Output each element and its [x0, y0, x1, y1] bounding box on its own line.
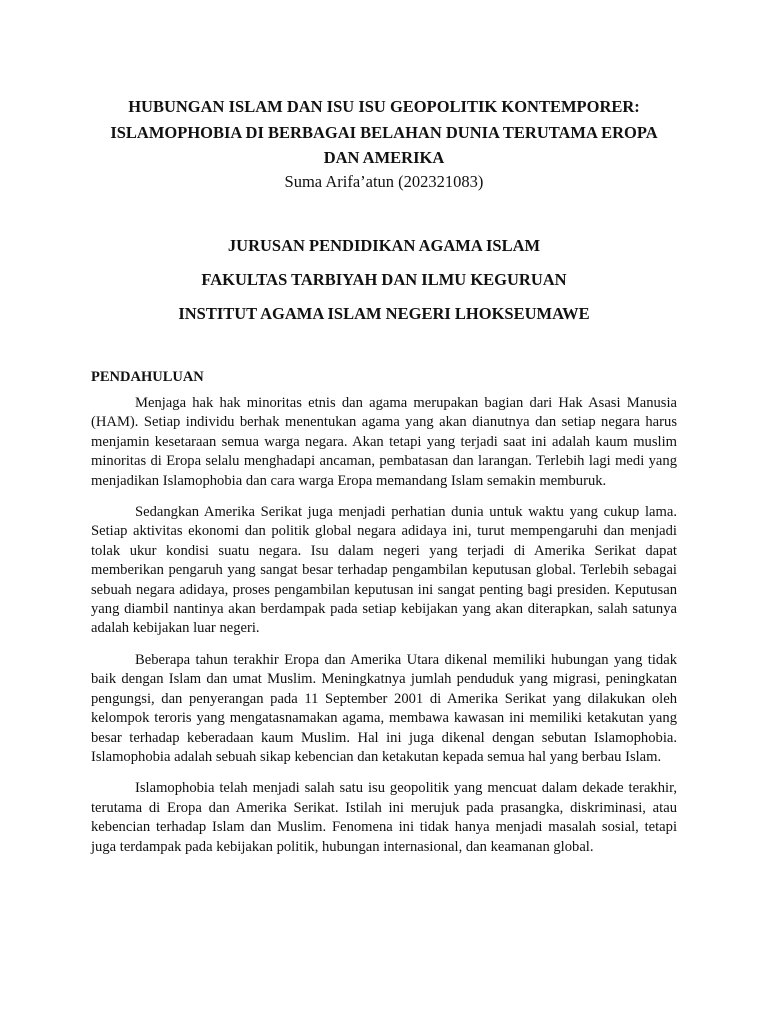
body-paragraph: Islamophobia telah menjadi salah satu isu geopolitik yang mencuat dalam dekade terakhir, terutama di Eropa dan Amerika Serikat. Istilah ini merujuk pada prasangka, diskriminasi, atau kebencian terhadap Islam dan Muslim. Fenomena ini tidak hanya menjadi masalah sosial, tetapi juga terdampak pada kebijakan politik, hubungan internasional, dan keamanan global.	[91, 780, 677, 855]
body-paragraph: Menjaga hak hak minoritas etnis dan agama merupakan bagian dari Hak Asasi Manusia (HAM). Setiap individu berhak menentukan agama yang akan dianutnya dan setiap negara harus menjamin kesetaraan semua warga negara. Akan tetapi yang terjadi saat ini adalah kaum muslim minoritas di Eropa selalu menghadapi ancaman, pembatasan dan larangan. Terlebih lagi medi yang menjadikan Islamophobia dan cara warga Eropa memandang Islam semakin memburuk.	[91, 395, 677, 489]
department-name: JURUSAN PENDIDIKAN AGAMA ISLAM	[227, 236, 541, 255]
section-heading: PENDAHULUAN	[91, 369, 204, 385]
body-paragraph: Beberapa tahun terakhir Eropa dan Amerika Utara dikenal memiliki hubungan yang tidak baik dengan Islam dan umat Muslim. Meningkatnya jumlah penduduk yang migrasi, peningkatan pengungsi, dan penyerangan pada 11 September 2001 di Amerika Serikat yang dilakukan oleh kelompok teroris yang mengatasnamakan agama, membawa kawasan ini memiliki ketakutan yang besar terhadap keberadaan kaum Muslim. Hal ini juga dikenal dengan sebutan Islamophobia. Islamophobia adalah sebuah sikap kebencian dan ketakutan kepada semua hal yang berbau Islam.	[91, 651, 677, 765]
institute-name: INSTITUT AGAMA ISLAM NEGERI LHOKSEUMAWE	[178, 304, 590, 323]
title-line: ISLAMOPHOBIA DI BERBAGAI BELAHAN DUNIA TERUTAMA EROPA	[110, 122, 658, 142]
title-line: DAN AMERIKA	[323, 148, 445, 167]
body-paragraph: Sedangkan Amerika Serikat juga menjadi perhatian dunia untuk waktu yang cukup lama. Setiap aktivitas ekonomi dan politik global negara adidaya ini, turut mempengaruhi dan menjadi tolak ukur kondisi suatu negara. Isu dalam negeri yang terjadi di Amerika Serikat dapat memberikan pengaruh yang sangat besar terhadap pengambilan keputusan global. Terlebih sebagai sebuah negara adidaya, proses pengambilan keputusan ini sangat penting bagi presiden. Keputusan yang diambil nantinya akan berdampak pada setiap kebijakan yang akan diterapkan, salah satunya adalah kebijakan luar negeri.	[91, 504, 677, 637]
faculty-name: FAKULTAS TARBIYAH DAN ILMU KEGURUAN	[201, 270, 567, 289]
paper-title	[60, 94, 708, 171]
section-body	[91, 394, 677, 869]
title-line: HUBUNGAN ISLAM DAN ISU ISU GEOPOLITIK KONTEMPORER:	[128, 97, 640, 116]
author-line: Suma Arifa’atun (202321083)	[284, 172, 484, 191]
